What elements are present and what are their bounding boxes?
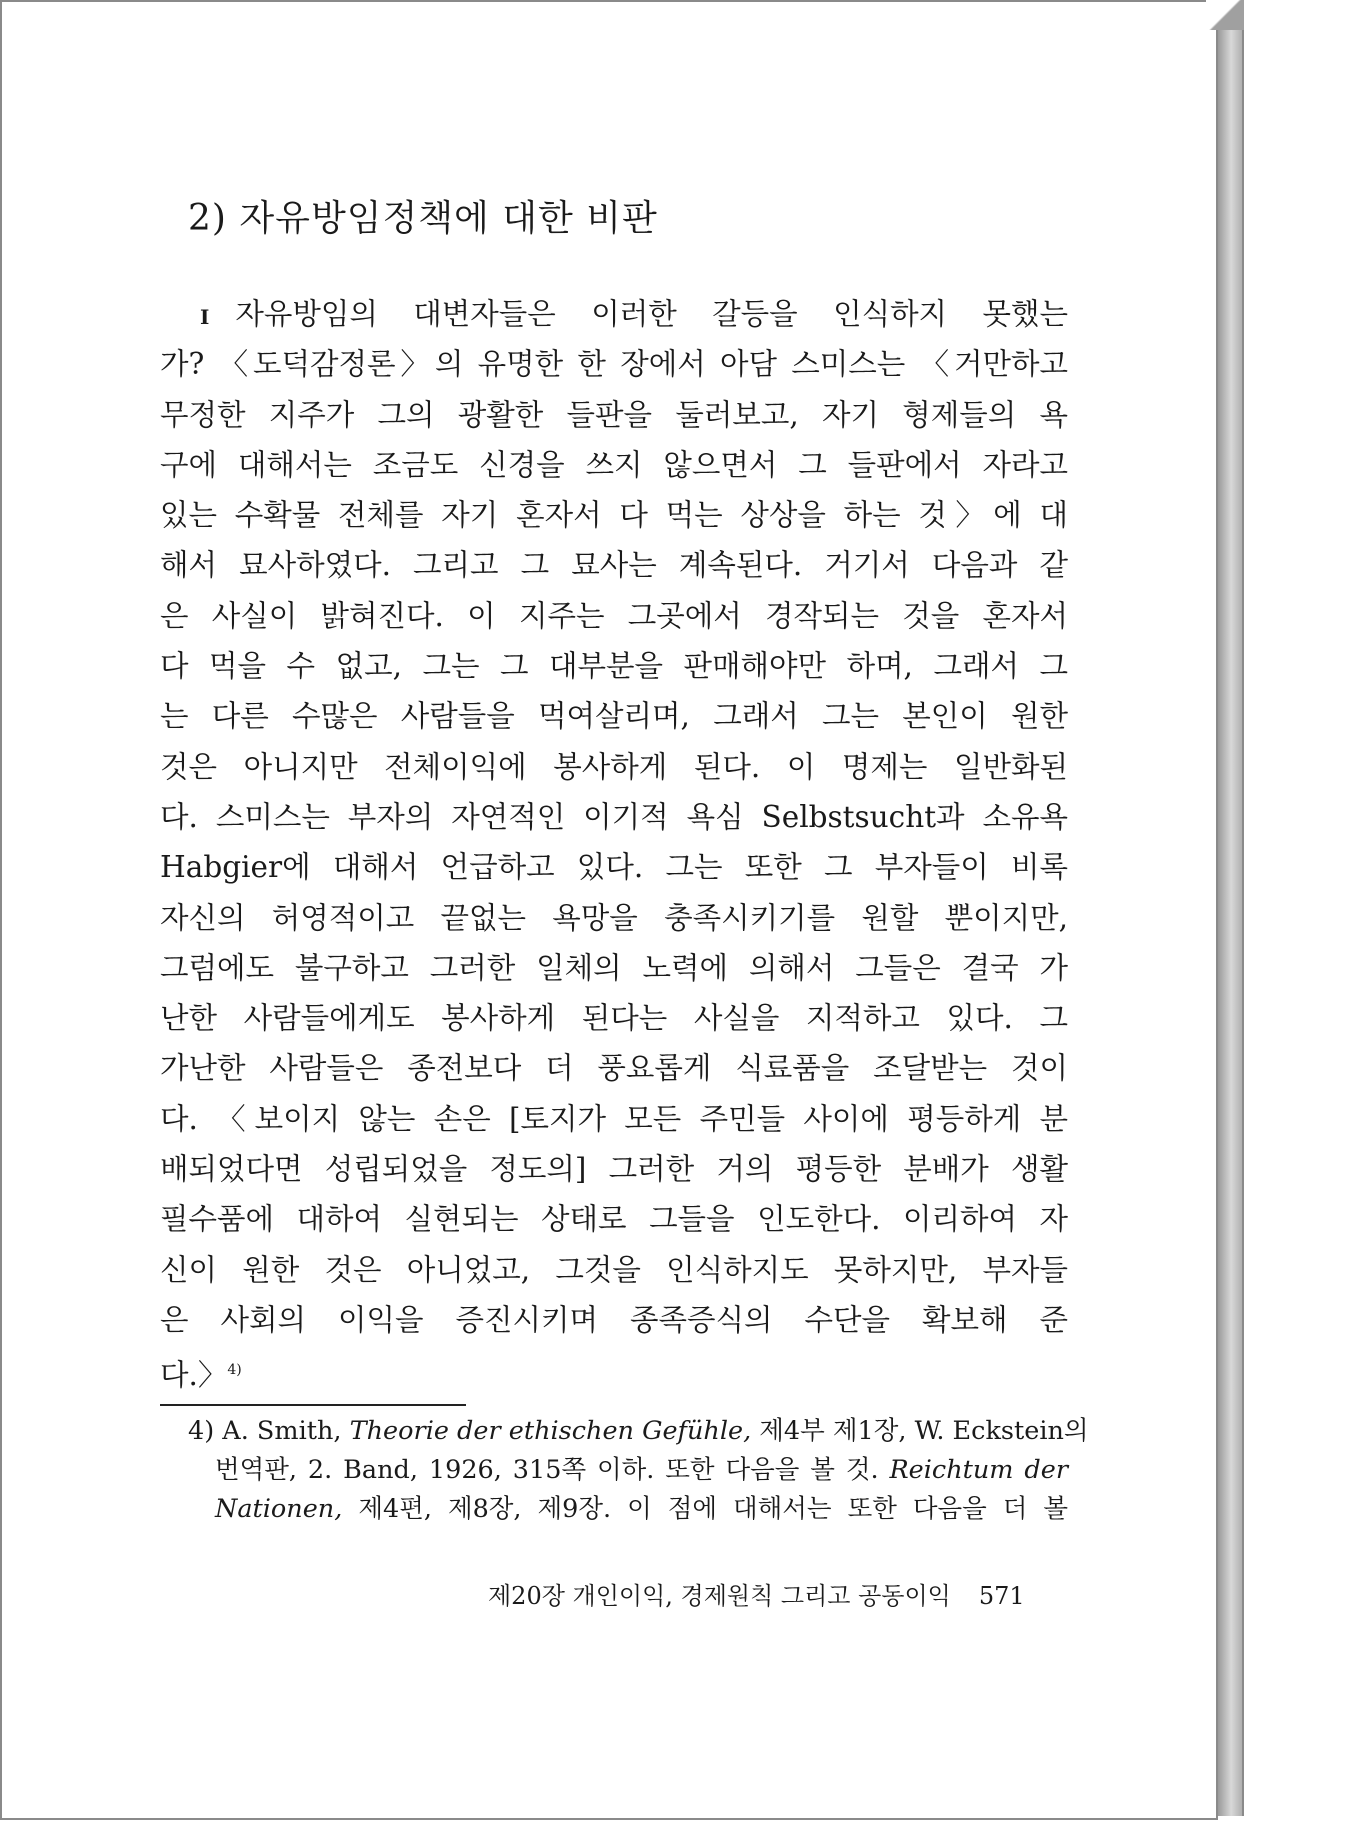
footnote-line: Nationen, 제4편, 제8장, 제9장. 이 점에 대해서는 또한 다음을 더 볼 xyxy=(215,1494,1069,1524)
body-line: 가? 〈도덕감정론〉의 유명한 한 장에서 아담 스미스는 〈거만하고 xyxy=(160,347,1068,382)
body-line: 신이 원한 것은 아니었고, 그것을 인식하지도 못하지만, 부자들 xyxy=(160,1252,1068,1287)
paragraph-mark: I xyxy=(200,305,210,329)
body-line: 자신의 허영적이고 끝없는 욕망을 충족시키기를 원할 뿐이지만, xyxy=(160,900,1068,935)
body-line: 있는 수확물 전체를 자기 혼자서 다 먹는 상상을 하는 것〉에 대 xyxy=(160,498,1068,533)
running-title: 제20장 개인이익, 경제원칙 그리고 공동이익 xyxy=(488,1582,951,1610)
body-line: 그럼에도 불구하고 그러한 일체의 노력에 의해서 그들은 결국 가 xyxy=(160,950,1068,985)
footnote-line: 번역판, 2. Band, 1926, 315쪽 이하. 또한 다음을 볼 것. Reichtum der xyxy=(215,1455,1069,1485)
footnote-reference[interactable]: 4) xyxy=(227,1362,242,1379)
body-line: 필수품에 대하여 실현되는 상태로 그들을 인도한다. 이리하여 자 xyxy=(160,1202,1068,1237)
body-line: Habgier에 대해서 언급하고 있다. 그는 또한 그 부자들이 비록 xyxy=(160,850,1068,885)
body-line: 난한 사람들에게도 봉사하게 된다는 사실을 지적하고 있다. 그 xyxy=(160,1001,1068,1036)
body-line: 은 사회의 이익을 증진시키며 종족증식의 수단을 확보해 준 xyxy=(160,1302,1068,1337)
body-line: 은 사실이 밝혀진다. 이 지주는 그곳에서 경작되는 것을 혼자서 xyxy=(160,598,1068,633)
body-line: 다. 스미스는 부자의 자연적인 이기적 욕심 Selbstsucht과 소유욕 xyxy=(160,799,1068,834)
body-line: 는 다른 수많은 사람들을 먹여살리며, 그래서 그는 본인이 원한 xyxy=(160,699,1068,734)
body-line: 배되었다면 성립되었을 정도의] 그러한 거의 평등한 분배가 생활 xyxy=(160,1152,1068,1187)
page-number: 571 xyxy=(978,1582,1025,1610)
body-line: 가난한 사람들은 종전보다 더 풍요롭게 식료품을 조달받는 것이 xyxy=(160,1051,1068,1086)
body-line: 무정한 지주가 그의 광활한 들판을 둘러보고, 자기 형제들의 욕 xyxy=(160,397,1068,432)
body-line: 것은 아니지만 전체이익에 봉사하게 된다. 이 명제는 일반화된 xyxy=(160,749,1068,784)
section-heading: 2) 자유방임정책에 대한 비판 xyxy=(188,198,658,239)
body-line: 해서 묘사하였다. 그리고 그 묘사는 계속된다. 거기서 다음과 같 xyxy=(160,548,1068,583)
body-line: 다 먹을 수 없고, 그는 그 대부분을 판매해야만 하며, 그래서 그 xyxy=(160,649,1068,684)
running-footer xyxy=(488,1576,1025,1611)
body-line: 구에 대해서는 조금도 신경을 쓰지 않으면서 그 들판에서 자라고 xyxy=(160,447,1068,482)
body-line: 다. 〈보이지 않는 손은 [토지가 모든 주민들 사이에 평등하게 분 xyxy=(160,1101,1068,1136)
footnote xyxy=(188,1412,1089,1529)
footnote-divider xyxy=(160,1404,466,1406)
body-line: I 자유방임의 대변자들은 이러한 갈등을 인식하지 못했는 xyxy=(200,297,1068,331)
body-paragraph xyxy=(160,289,1068,1396)
page-curl xyxy=(1206,0,1244,30)
page-stack-edge xyxy=(1218,6,1244,1816)
body-line: 다.〉$^{4)}$ xyxy=(160,1358,242,1393)
footnote-line: 4) A. Smith, Theorie der ethischen Gefühle, 제4부 제1장, W. Eckstein의 xyxy=(188,1416,1089,1446)
